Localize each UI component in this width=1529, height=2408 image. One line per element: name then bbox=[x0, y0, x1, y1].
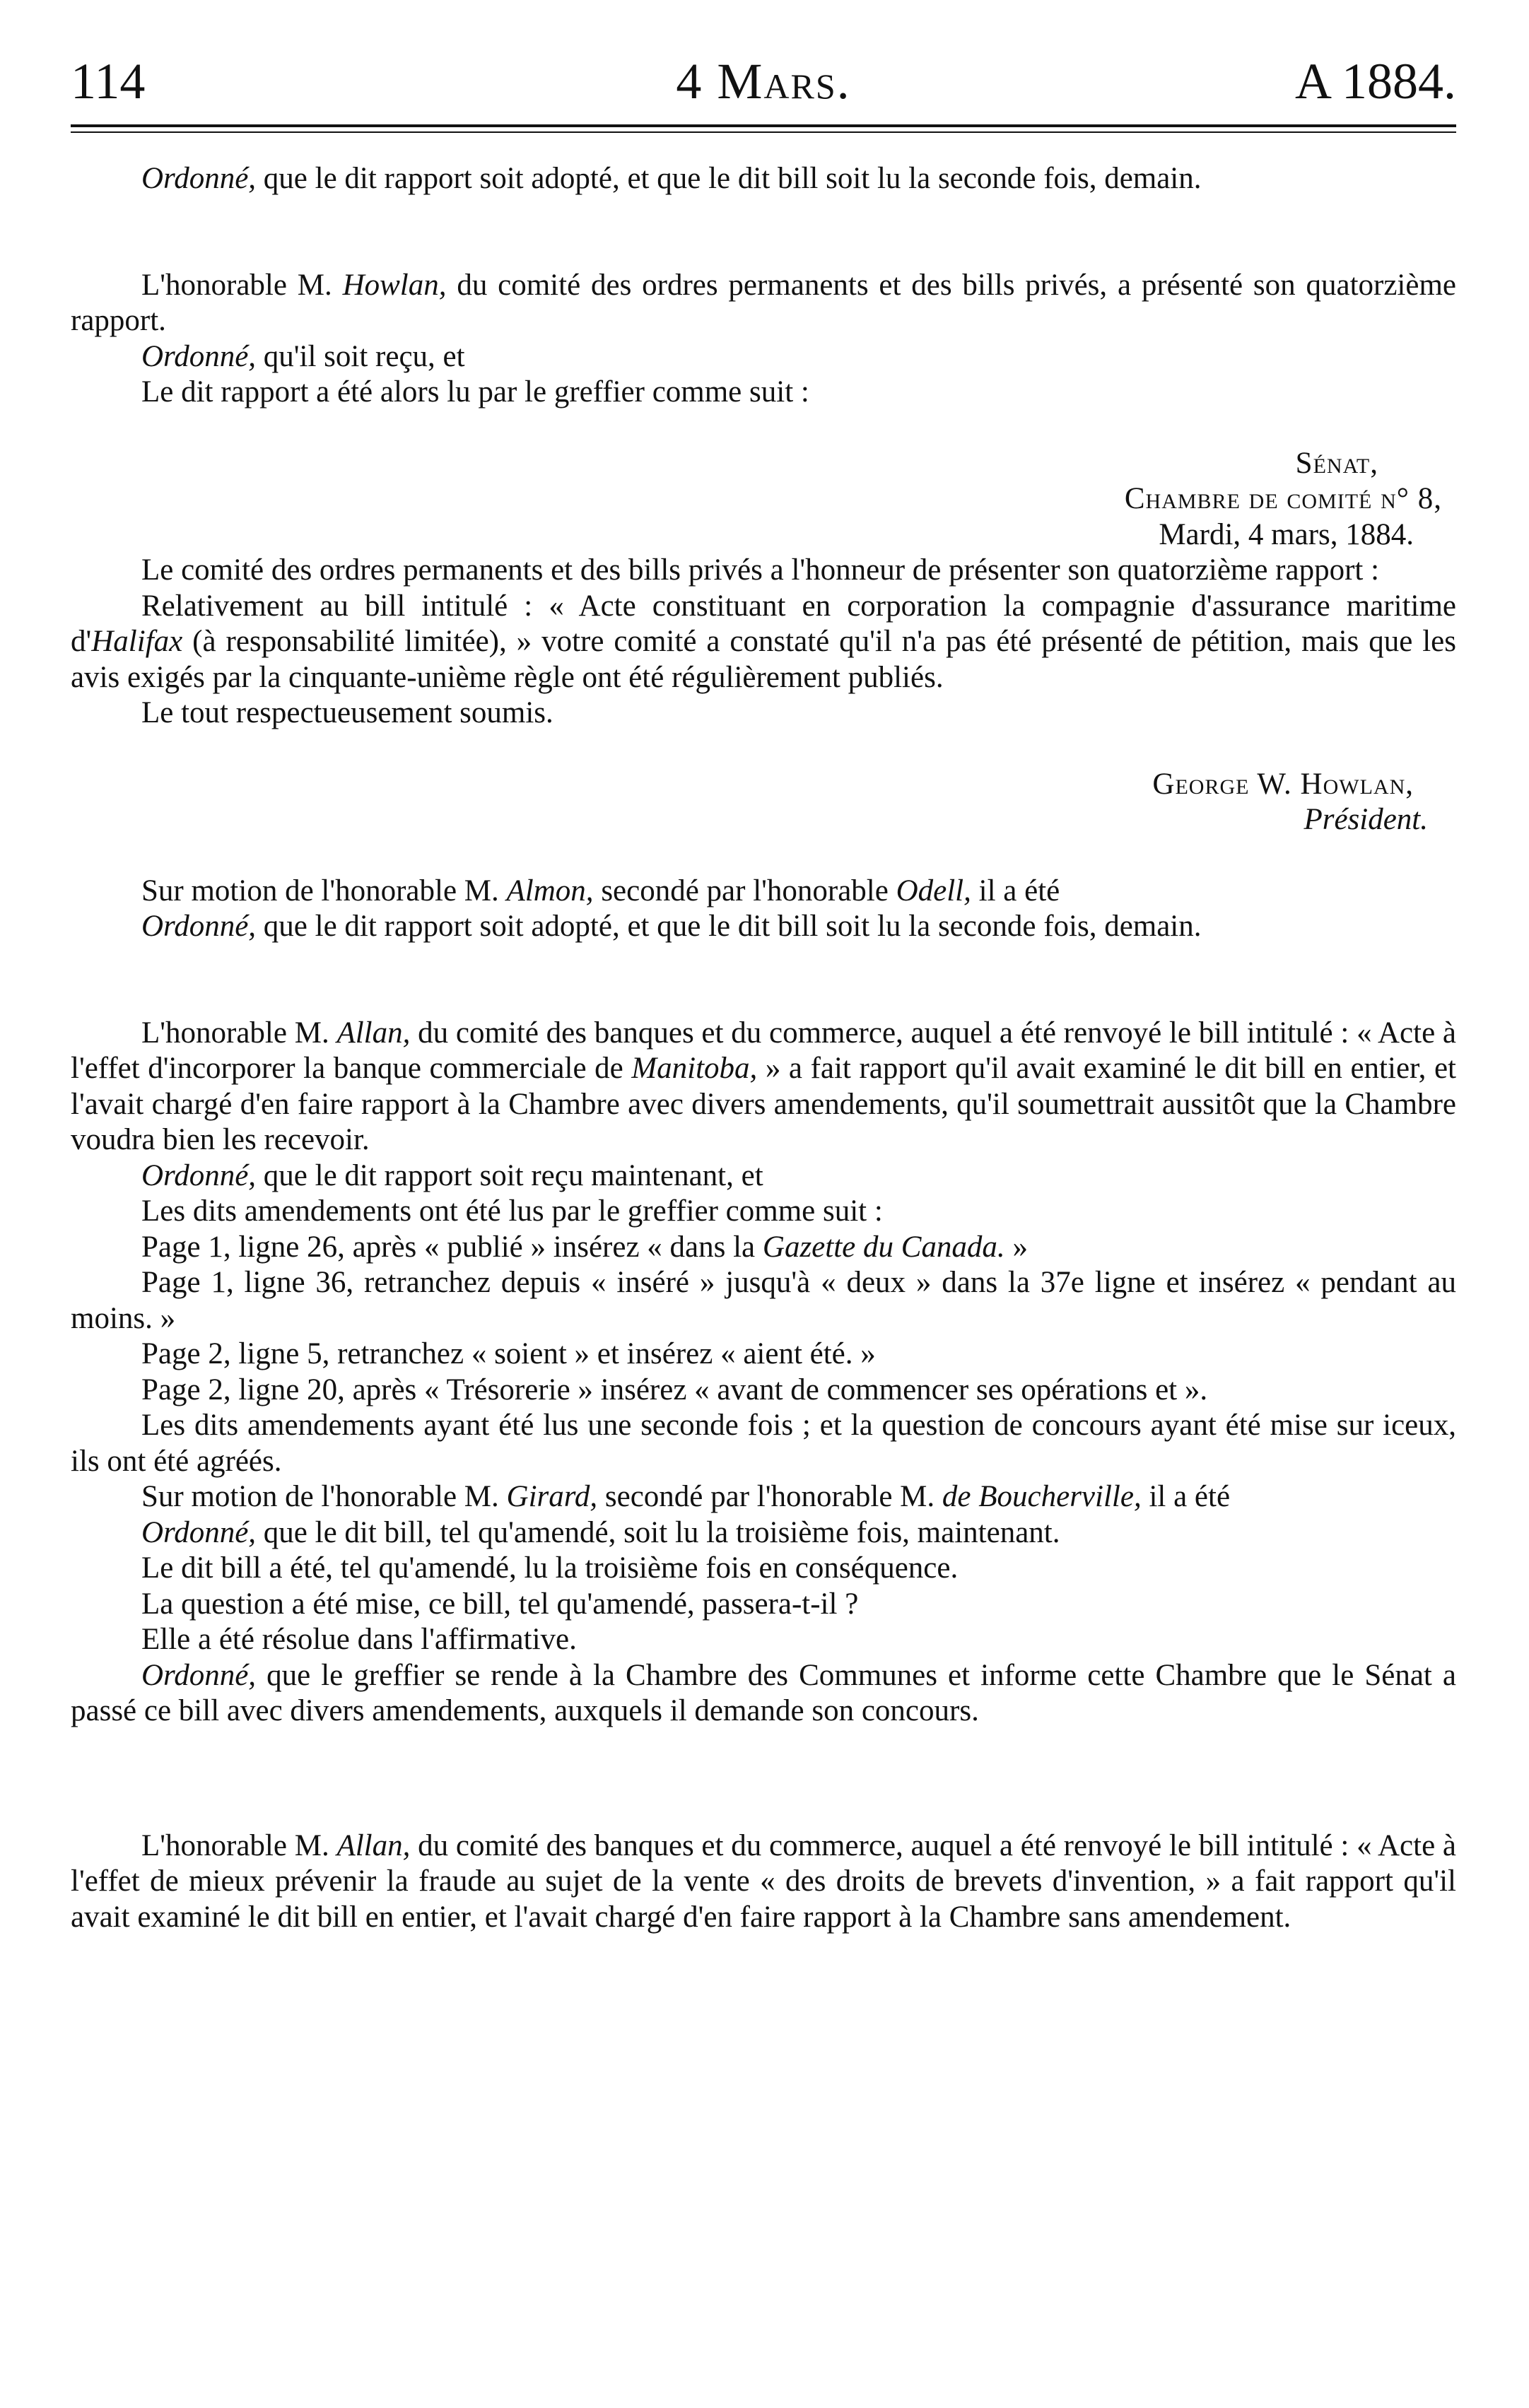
signature-title bbox=[71, 802, 1456, 838]
report-date: Mardi, 4 mars, 1884. bbox=[1159, 517, 1414, 551]
ordonne-label: Ordonné, bbox=[141, 1658, 257, 1692]
amendment-line: Page 1, ligne 36, retranchez depuis « inséré » jusqu'à « deux » dans la 37e ligne et insérez « pendant au moins. » bbox=[71, 1266, 1456, 1335]
person-name: Odell, bbox=[896, 874, 971, 908]
paragraph-text: Sur motion de l'honorable M. bbox=[141, 1480, 507, 1513]
person-name: Allan, bbox=[336, 1016, 411, 1050]
paragraph-text: L'honorable M. bbox=[141, 268, 343, 302]
paragraph: Elle a été résolue dans l'affirmative. bbox=[141, 1623, 577, 1656]
paragraph-text: du comité des ordres permanents et des bills privés, a présenté son quatorzième rapport. bbox=[71, 268, 1456, 337]
paragraph: Le tout respectueusement soumis. bbox=[141, 696, 553, 729]
person-name: Allan, bbox=[336, 1828, 411, 1862]
paragraph: Les dits amendements ont été lus par le greffier comme suit : bbox=[141, 1194, 883, 1228]
paragraph-text: L'honorable M. bbox=[141, 1016, 337, 1050]
person-name: de Boucherville, bbox=[942, 1480, 1142, 1513]
place-name: Manitoba, bbox=[631, 1052, 758, 1085]
page-header bbox=[71, 42, 1456, 120]
paragraph-text: il a été bbox=[1141, 1480, 1231, 1513]
paragraph bbox=[71, 339, 1456, 375]
paragraph-text: que le dit rapport soit adopté, et que le dit bill soit lu la seconde fois, demain. bbox=[256, 162, 1202, 195]
paragraph bbox=[71, 589, 1456, 696]
paragraph bbox=[71, 161, 1456, 197]
report-senat: Sénat, bbox=[1295, 446, 1378, 480]
paragraph: Le comité des ordres permanents et des bills privés a l'honneur de présenter son quatorzième rapport : bbox=[141, 553, 1380, 587]
paragraph-text: qu'il soit reçu, et bbox=[256, 339, 465, 373]
ordonne-label: Ordonné, bbox=[141, 339, 257, 373]
paragraph bbox=[71, 1828, 1456, 1936]
paragraph bbox=[71, 1158, 1456, 1194]
paragraph bbox=[71, 1658, 1456, 1729]
signature-title-text: Président. bbox=[1304, 803, 1428, 836]
spacer bbox=[71, 732, 1456, 767]
paragraph-text: Page 1, ligne 26, après « publié » insérez « dans la bbox=[141, 1230, 763, 1264]
paragraph: La question a été mise, ce bill, tel qu'amendé, passera-t-il ? bbox=[141, 1587, 859, 1621]
paragraph-text: que le dit bill, tel qu'amendé, soit lu la troisième fois, maintenant. bbox=[256, 1515, 1060, 1549]
paragraph-text: » bbox=[1004, 1230, 1028, 1264]
spacer bbox=[71, 945, 1456, 1016]
paragraph-text: secondé par l'honorable M. bbox=[597, 1480, 942, 1513]
header-rule-thick bbox=[71, 124, 1456, 127]
paragraph bbox=[71, 1515, 1456, 1551]
person-name: Howlan, bbox=[342, 268, 447, 302]
ordonne-label: Ordonné, bbox=[141, 1158, 257, 1192]
ordonne-label: Ordonné, bbox=[141, 910, 257, 943]
paragraph-text: du comité des banques et du commerce, auquel a été renvoyé le bill intitulé : « Acte à l'effet de mieux prévenir la fraude au sujet de la vente « des droits de brevets d'invention, » a fait rapport qu'il avait examiné le dit bill en entier, et l'avait chargé d'en faire rapport à la Chambre sans amendement. bbox=[71, 1828, 1457, 1934]
header-date: 4 Mars. bbox=[676, 53, 851, 110]
paragraph-text: Relativement au bill intitulé : « Acte constituant en corporation la compagnie d'assurance maritime d' bbox=[71, 589, 1456, 658]
paragraph bbox=[71, 874, 1456, 910]
amendment-line: Page 2, ligne 20, après « Trésorerie » insérez « avant de commencer ses opérations et ». bbox=[141, 1373, 1208, 1406]
paragraph bbox=[71, 268, 1456, 339]
publication-name: Gazette du Canada. bbox=[762, 1230, 1005, 1264]
person-name: Almon, bbox=[506, 874, 594, 908]
paragraph-text: du comité des banques et du commerce, auquel a été renvoyé le bill intitulé : « Acte à l'effet d'incorporer la banque commerciale de bbox=[71, 1016, 1457, 1085]
spacer bbox=[71, 838, 1456, 874]
paragraph bbox=[71, 909, 1456, 945]
paragraph-text: Sur motion de l'honorable M. bbox=[141, 874, 507, 908]
document-body bbox=[71, 161, 1456, 1935]
paragraph-text: L'honorable M. bbox=[141, 1828, 337, 1862]
paragraph bbox=[71, 1479, 1456, 1515]
document-page bbox=[71, 42, 1456, 1935]
paragraph: Le dit bill a été, tel qu'amendé, lu la troisième fois en conséquence. bbox=[141, 1551, 959, 1585]
paragraph-text: (à responsabilité limitée), » votre comité a constaté qu'il n'a pas été présenté de pétition, mais que les avis exigés par la cinquante-unième règle ont été régulièrement publiés. bbox=[71, 625, 1456, 694]
ordonne-label: Ordonné, bbox=[141, 1515, 257, 1549]
spacer bbox=[71, 1729, 1456, 1828]
place-name: Halifax bbox=[91, 625, 183, 658]
amendment-line bbox=[71, 1230, 1456, 1266]
signature-name: George W. Howlan, bbox=[1152, 767, 1414, 801]
paragraph-text: que le dit rapport soit adopté, et que le dit bill soit lu la seconde fois, demain. bbox=[256, 910, 1202, 943]
paragraph-text: » a fait rapport qu'il avait examiné le dit bill en entier, et l'avait chargé d'en faire rapport à la Chambre avec divers amendements, qu'il soumettrait aussitôt que la Chambre voudra bien les recevoir. bbox=[71, 1052, 1456, 1156]
paragraph: Les dits amendements ayant été lus une seconde fois ; et la question de concours ayant été mise sur iceux, ils ont été agréés. bbox=[71, 1409, 1456, 1478]
paragraph-text: que le dit rapport soit reçu maintenant, et bbox=[256, 1158, 763, 1192]
report-chambre: Chambre de comité n° 8, bbox=[1124, 482, 1442, 515]
person-name: Girard, bbox=[506, 1480, 598, 1513]
paragraph: Le dit rapport a été alors lu par le greffier comme suit : bbox=[141, 375, 809, 409]
header-year: A 1884. bbox=[1294, 53, 1456, 110]
page-number: 114 bbox=[71, 53, 146, 110]
spacer bbox=[71, 411, 1456, 446]
header-rule-thin bbox=[71, 131, 1456, 133]
spacer bbox=[71, 197, 1456, 268]
amendment-line: Page 2, ligne 5, retranchez « soient » et insérez « aient été. » bbox=[141, 1337, 876, 1370]
ordonne-label: Ordonné, bbox=[141, 162, 257, 195]
paragraph-text: que le greffier se rende à la Chambre des Communes et informe cette Chambre que le Sénat a passé ce bill avec divers amendements, auxquels il demande son concours. bbox=[71, 1658, 1456, 1727]
paragraph-text: secondé par l'honorable bbox=[593, 874, 896, 908]
paragraph bbox=[71, 1016, 1456, 1158]
paragraph-text: il a été bbox=[971, 874, 1060, 908]
